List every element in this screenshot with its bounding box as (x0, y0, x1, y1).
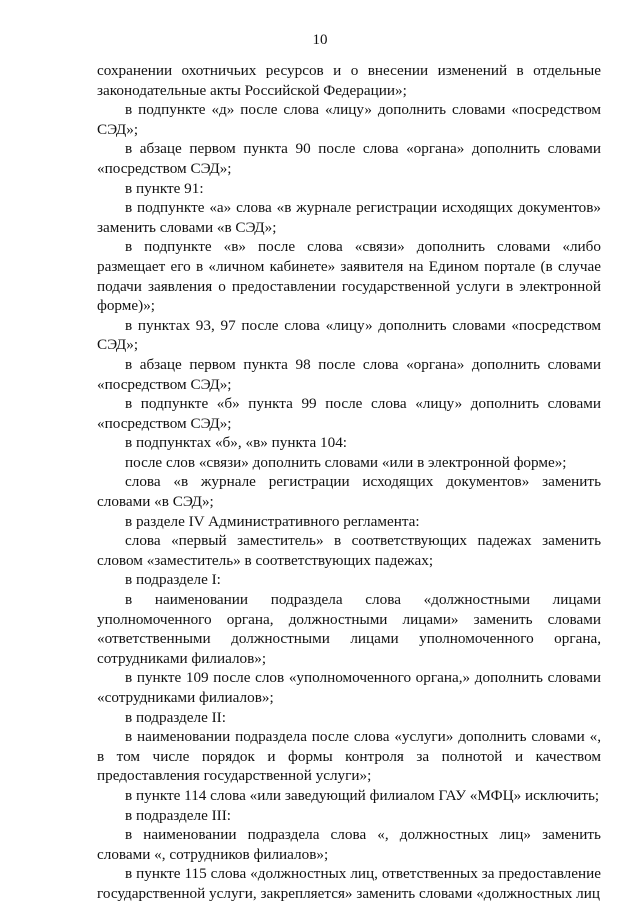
paragraph: в пункте 91: (125, 179, 204, 197)
paragraph: в пункте 114 слова «или заведующий филиалом ГАУ «МФЦ» исключить; (125, 786, 600, 804)
paragraph: слова «первый заместитель» в соответствующих падежах заменить словом «заместитель» в соответствующих падежах; (97, 532, 601, 569)
paragraph: в пункте 109 после слов «уполномоченного органа,» дополнить словами «сотрудниками филиалов»; (97, 669, 601, 706)
paragraph: в подразделе II: (125, 708, 226, 726)
paragraph: слова «в журнале регистрации исходящих документов» заменить словами «в СЭД»; (97, 473, 601, 511)
paragraph: в подпункте «д» после слова «лицу» дополнить словами «посредством СЭД»; (97, 101, 601, 138)
paragraph: в подпункте «в» после слова «связи» дополнить словами «либо размещает его в «личном кабинете» заявителя на Едином портале (в случае подачи заявления о предоставлении государственной услуги в электронной форме)»; (97, 238, 601, 315)
paragraph: в пункте 115 слова «должностных лиц, ответственных за предоставление государственной услуги, закрепляется» заменить словами «должностных лиц (97, 865, 601, 902)
paragraph: в наименовании подраздела слова «должностными лицами уполномоченного органа, должностными лицами» заменить словами «ответственными должностными лицами уполномоченного органа, сотрудниками филиалов»; (97, 591, 601, 667)
page-number: 10 (312, 32, 328, 48)
paragraph: в подразделе I: (125, 571, 221, 589)
paragraph: после слов «связи» дополнить словами «или в электронной форме»; (125, 453, 567, 471)
paragraph: в подразделе III: (125, 806, 232, 824)
paragraph: в наименовании подраздела слова «, должностных лиц» заменить словами «, сотрудников филиалов»; (97, 826, 601, 863)
paragraph: в пунктах 93, 97 после слова «лицу» дополнить словами «посредством СЭД»; (97, 316, 601, 354)
paragraph: в абзаце первом пункта 90 после слова «органа» дополнить словами «посредством СЭД»; (97, 140, 601, 177)
paragraph: сохранении охотничьих ресурсов и о внесении изменений в отдельные законодательные акты Российской Федерации»; (97, 62, 601, 99)
paragraph: в абзаце первом пункта 98 после слова «органа» дополнить словами «посредством СЭД»; (97, 355, 601, 393)
paragraph: в подпункте «а» слова «в журнале регистрации исходящих документов» заменить словами «в СЭД»; (97, 199, 601, 236)
paragraph: в подпункте «б» пункта 99 после слова «лицу» дополнить словами «посредством СЭД»; (97, 395, 601, 432)
document-body (97, 61, 601, 904)
paragraph: в разделе IV Административного регламента: (125, 512, 420, 530)
paragraph: в наименовании подраздела после слова «услуги» дополнить словами «, в том числе порядок и формы контроля за полнотой и качеством предоставления государственной услуги»; (97, 728, 601, 785)
paragraph: в подпунктах «б», «в» пункта 104: (125, 434, 348, 452)
